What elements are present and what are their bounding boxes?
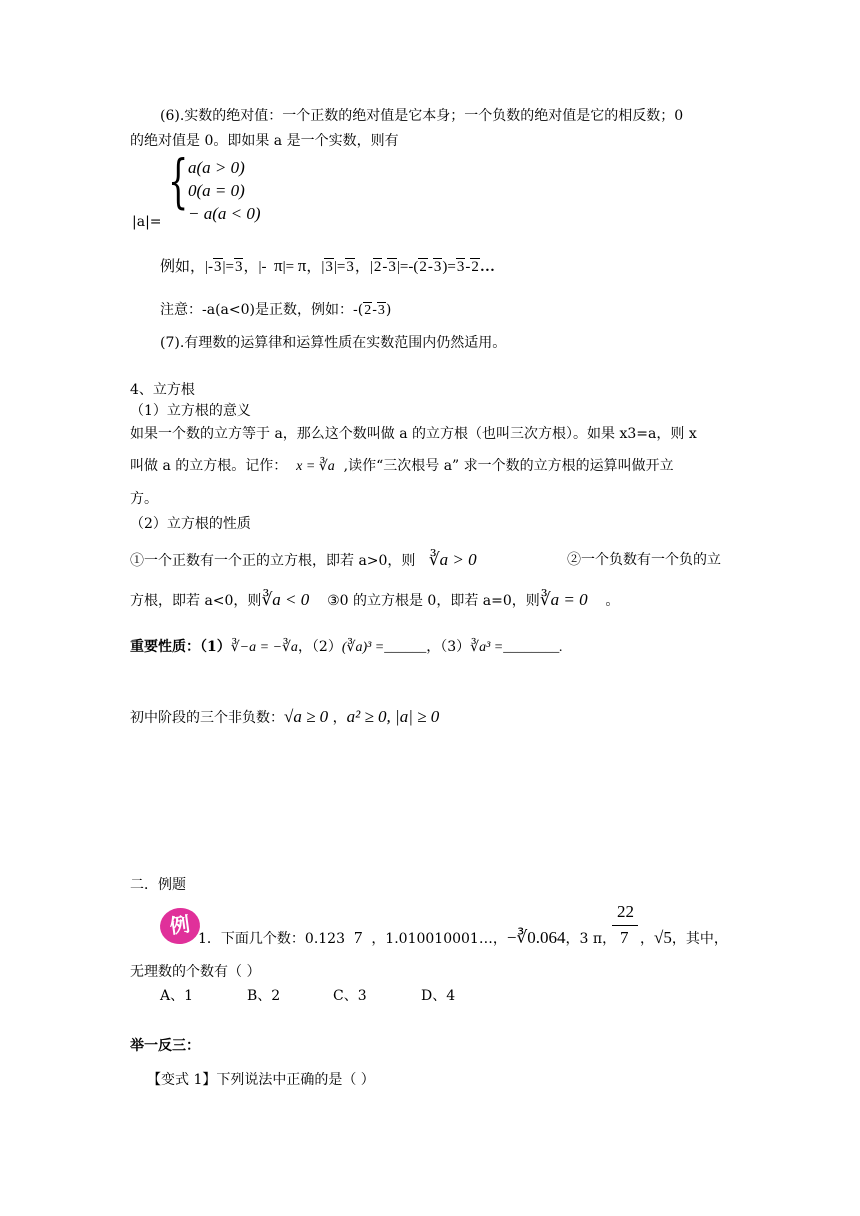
- note-line: [160, 300, 391, 320]
- imp2-formula: (∛a)³ =______: [341, 640, 427, 655]
- piece-3: − a(a < 0): [188, 204, 261, 223]
- frac-num: 22: [617, 902, 634, 921]
- cube-sub2: （2）立方根的性质: [130, 516, 251, 532]
- ex4-open: ，|: [354, 259, 373, 275]
- sqrt3-5: 3: [388, 259, 396, 275]
- prop2-start: ②一个负数有一个负的立: [567, 552, 721, 568]
- note-sqrt3: 3: [377, 303, 385, 318]
- ex1-cuberoot: −∛0.064: [506, 928, 566, 947]
- sqrt3-7: 3: [456, 259, 465, 275]
- ex1-sqrt5: √5: [654, 928, 672, 947]
- important-properties: [130, 637, 563, 658]
- prop1-formula: ∛a > 0: [428, 550, 477, 569]
- note-text: 注意：-a(a<0)是正数，例如：-(: [160, 302, 364, 318]
- imp2-label: ，（2）: [297, 639, 342, 655]
- sqrt2-1: 2: [373, 259, 382, 275]
- cube-def3: 方。: [130, 491, 158, 507]
- piece-2: 0(a = 0): [188, 181, 245, 200]
- nonneg-sep: ，: [332, 710, 347, 726]
- sqrt3-2: 3: [234, 259, 243, 275]
- sqrt3-3: 3: [325, 259, 333, 275]
- ex3-close: |=: [333, 259, 346, 275]
- piecewise-brace: {: [168, 147, 189, 215]
- prop3-end: 。: [605, 593, 620, 609]
- ex4-minus2: -: [427, 259, 433, 275]
- ex2-open: ，|-: [243, 259, 267, 275]
- ex1-qg: ，其中，: [671, 931, 728, 947]
- ex4-eq: )=: [442, 259, 456, 275]
- ex1-tail: [640, 928, 728, 949]
- piece-1: a(a > 0): [188, 158, 245, 177]
- examples-prefix: 例如，: [160, 259, 206, 275]
- nonneg-formula1: √a ≥ 0: [284, 707, 329, 726]
- section2-heading: 二．例题: [130, 877, 186, 893]
- cube-formula: x = ∛a: [296, 459, 335, 474]
- note-sqrt2: 2: [364, 303, 372, 318]
- ex1-qa: 1．下面几个数：0.: [198, 931, 319, 947]
- frac-bar: [612, 925, 638, 926]
- sqrt2-2: 2: [419, 259, 427, 275]
- nonneg-line: [130, 707, 439, 728]
- cube-def2: [130, 456, 674, 477]
- s7-line: (7).有理数的运算律和运算性质在实数范围内仍然适用。: [160, 335, 507, 351]
- ex1-repeating: 123: [318, 931, 345, 947]
- note-minus: -: [372, 302, 377, 318]
- ex4-minus1: -: [382, 259, 388, 275]
- s6-line2: 的绝对值是 0。即如果 a 是一个实数，则有: [130, 133, 399, 149]
- s6-line1: (6).实数的绝对值：一个正数的绝对值是它本身；一个负数的绝对值是它的相反数；0: [160, 108, 684, 124]
- cube-def2b: ,读作“三次根号 a” 求一个数的立方根的运算叫做开立: [343, 458, 674, 474]
- pi-2: π: [297, 256, 307, 275]
- practice-heading: 举一反三：: [130, 1038, 200, 1054]
- ex3-open: ，|: [306, 259, 325, 275]
- ellipsis: …: [479, 259, 495, 275]
- prop1: [130, 550, 477, 571]
- prop3-formula: ∛a = 0: [539, 590, 588, 609]
- note-close: ): [385, 302, 392, 318]
- ex1-qb: ，1.010010001…，: [371, 931, 507, 947]
- nonneg-text: 初中阶段的三个非负数：: [130, 710, 284, 726]
- option-a[interactable]: A、1: [160, 988, 194, 1004]
- imp-label: 重要性质：: [130, 639, 200, 655]
- cube-def2a: 叫做 a 的立方根。记作：: [130, 458, 288, 474]
- ex4-minus3: -: [465, 259, 471, 275]
- prop2-text: 方根，即若 a<0，则: [130, 593, 262, 609]
- ex1-repeating-end: 7: [353, 928, 363, 947]
- frac-den: 7: [620, 928, 629, 947]
- examples-line: [160, 256, 495, 277]
- example-badge: 例: [158, 905, 203, 946]
- cube-def1: 如果一个数的立方等于 a，那么这个数叫做 a 的立方根（也叫三次方根）。如果 x3=a，则 x: [130, 426, 697, 442]
- abs-label: |a|=: [132, 214, 162, 230]
- option-b[interactable]: B、2: [247, 988, 281, 1004]
- imp1-label: （1）: [200, 639, 231, 655]
- prop3-text: ③0 的立方根是 0，即若 a=0，则: [327, 593, 540, 609]
- variant-1: 【变式 1】下列说法中正确的是（ ）: [147, 1072, 375, 1088]
- option-c[interactable]: C、3: [333, 988, 367, 1004]
- imp3-label: ，（3）: [426, 639, 471, 655]
- ex2-close: |=: [282, 259, 295, 275]
- ex1-open: |-: [205, 259, 214, 275]
- imp1-formula: ∛−a = −∛a: [230, 640, 298, 655]
- pi-1: π: [273, 256, 283, 275]
- cube-heading: 4、立方根: [130, 382, 195, 398]
- prop2-formula: ∛a < 0: [261, 590, 310, 609]
- ex1-line2: 无理数的个数有（ ）: [130, 964, 261, 980]
- ex1-close: |=: [222, 259, 234, 275]
- ex1-question: [198, 928, 616, 949]
- sqrt3-1: 3: [214, 259, 222, 275]
- option-d[interactable]: D、4: [421, 988, 456, 1004]
- ex4-mid: |=-(: [396, 259, 419, 275]
- prop2-3: [130, 590, 619, 611]
- cube-sub1: （1）立方根的意义: [130, 403, 251, 419]
- ex1-qd: ，3 π，: [565, 931, 617, 947]
- sqrt3-6: 3: [433, 259, 442, 275]
- imp3-formula: ∛a³ =________.: [470, 640, 563, 655]
- sqrt2-3: 2: [471, 259, 479, 275]
- sqrt3-4: 3: [346, 259, 354, 275]
- ex1-qe: ，: [640, 931, 654, 947]
- nonneg-formula2: a² ≥ 0, |a| ≥ 0: [346, 707, 440, 726]
- prop1-text: ①一个正数有一个正的立方根，即若 a>0，则: [130, 553, 416, 569]
